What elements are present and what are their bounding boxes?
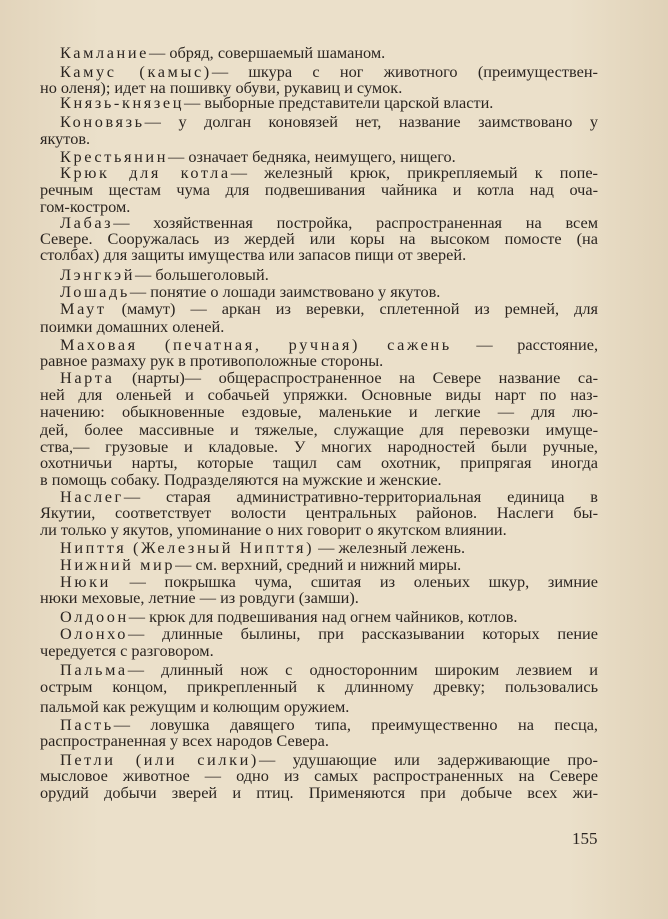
- glossary-definition-text: речным щестам чума для подвешивания чайника и котла над оча-: [40, 180, 598, 199]
- glossary-continuation-line: [40, 318, 598, 336]
- glossary-term: Крестьянин: [60, 147, 169, 166]
- glossary-continuation-line: [40, 698, 598, 716]
- glossary-definition-text: поимки домашних оленей.: [40, 317, 225, 336]
- glossary-term: Нипття (Железный Нипття): [60, 538, 315, 557]
- glossary-definition-text: ней для оленьей и собачьей упряжки. Основные виды нарт по наз-: [40, 385, 598, 404]
- glossary-definition-text: нюки меховые, летние — из ровдуги (замши).: [40, 588, 359, 607]
- glossary-entry-line: [60, 94, 598, 112]
- glossary-term: Наслег: [60, 487, 124, 506]
- glossary-term: Лошадь: [60, 282, 130, 301]
- glossary-term: Камлание: [60, 43, 149, 62]
- glossary-definition-text: — понятие о лошади заимствовано у якутов.: [129, 282, 441, 301]
- glossary-term: Нарта: [60, 368, 115, 387]
- glossary-definition-text: — у долган коновязей нет, название заимствовано у: [144, 112, 598, 131]
- glossary-term: Лабаз: [60, 213, 114, 232]
- glossary-entry-line: [60, 300, 598, 318]
- glossary-continuation-line: [40, 784, 598, 802]
- glossary-definition-text: — означает бедняка, неимущего, нищего.: [168, 147, 456, 166]
- glossary-definition-text: ства,— грузовые и кладовые. У многих народностей были ручные,: [40, 437, 598, 456]
- glossary-definition-text: — обряд, совершаемый шаманом.: [148, 43, 386, 62]
- glossary-definition-text: начению: обыкновенные ездовые, маленькие и легкие — для лю-: [40, 402, 598, 421]
- glossary-definition-text: но оленя); идет на пошивку обуви, рукавиц и сумок.: [40, 78, 403, 97]
- glossary-definition-text: — хозяйственная постройка, распространенная на всем: [113, 213, 598, 232]
- glossary-definition-text: мысловое животное — одно из самых распространенных на Севере: [40, 766, 598, 785]
- glossary-definition-text: — расстояние,: [451, 335, 599, 354]
- glossary-definition-text: пальмой как режущим и колющим оружием.: [40, 697, 350, 716]
- glossary-term: Маут: [60, 299, 107, 318]
- glossary-term: Пальма: [60, 660, 128, 679]
- glossary-definition-text: охотничьи нарты, которые тащил сам охотник, припрягая иногда: [40, 453, 598, 472]
- glossary-definition-text: равное размаху рук в противоположные стороны.: [40, 351, 384, 370]
- glossary-term: Олонхо: [60, 624, 128, 643]
- glossary-definition-text: — выборные представители царской власти.: [184, 93, 494, 112]
- glossary-continuation-line: [40, 246, 598, 264]
- glossary-definition-text: в помощь собаку. Подразделяются на мужские и женские.: [40, 470, 442, 489]
- glossary-definition-text: — старая административно-территориальная единица в: [123, 487, 598, 506]
- glossary-term: Крюк для котла: [60, 163, 231, 182]
- glossary-definition-text: чередуется с разговором.: [40, 641, 214, 660]
- glossary-term: Коновязь: [60, 112, 145, 131]
- glossary-definition-text: острым концом, прикрепленный к длинному древку; пользовались: [40, 677, 598, 696]
- glossary-entry-line: [60, 113, 598, 131]
- glossary-definition-text: — ловушка давящего типа, преимущественно на песца,: [113, 715, 598, 734]
- glossary-definition-text: — крюк для подвешивания над огнем чайников, котлов.: [128, 607, 518, 626]
- glossary-term: Олдоон: [60, 607, 129, 626]
- glossary-definition-text: — длинные былины, при рассказывании которых пение: [128, 624, 598, 643]
- glossary-term: Лэнгкэй: [60, 265, 136, 284]
- glossary-term: Нижний мир: [60, 555, 176, 574]
- glossary-continuation-line: [40, 130, 598, 148]
- glossary-definition-text: Севере. Сооружалась из жердей или коры на высоком помосте (на: [40, 229, 598, 248]
- glossary-term: Маховая (печатная, ручная) сажень: [60, 335, 452, 354]
- glossary-continuation-line: [40, 642, 598, 660]
- glossary-continuation-line: [40, 589, 598, 607]
- glossary-continuation-line: [40, 678, 598, 696]
- glossary-definition-text: — см. верхний, средний и нижний миры.: [175, 555, 462, 574]
- glossary-term: Нюки: [60, 572, 111, 591]
- glossary-definition-text: дей, более массивные и тяжелые, служащие для перевозки имуще-: [40, 420, 598, 439]
- glossary-definition-text: — большеголовый.: [135, 265, 269, 284]
- glossary-definition-text: гом-костром.: [40, 197, 131, 216]
- glossary-definition-text: — шкура с ног животного (преимуществен-: [211, 62, 598, 81]
- glossary-definition-text: столбах) для защиты имущества или запасов пищи от зверей.: [40, 245, 467, 264]
- glossary-definition-text: — удушающие или задерживающие про-: [258, 750, 598, 769]
- glossary-definition-text: — железный лежень.: [314, 538, 466, 557]
- page-number: 155: [572, 829, 598, 848]
- glossary-continuation-line: [40, 403, 598, 421]
- glossary-term: Пасть: [60, 715, 114, 734]
- glossary-definition-text: — покрышка чума, сшитая из оленьих шкур, зимние: [110, 572, 598, 591]
- glossary-definition-text: якутов.: [40, 129, 91, 148]
- glossary-term: Князь-князец: [60, 93, 185, 112]
- glossary-continuation-line: [40, 521, 598, 539]
- glossary-definition-text: распространенная у всех народов Севера.: [40, 731, 329, 750]
- glossary-definition-text: ли только у якутов, упоминание о них говорит о якутском влиянии.: [40, 520, 507, 539]
- glossary-definition-text: орудий добычи зверей и птиц. Применяются при добыче всех жи-: [40, 783, 598, 802]
- glossary-term: Петли (или силки): [60, 750, 259, 769]
- glossary-entry-line: [60, 44, 598, 62]
- glossary-definition-text: (нарты)— общераспространенное на Севере название са-: [114, 368, 598, 387]
- glossary-definition-text: — железный крюк, прикрепляемый к попе-: [230, 163, 598, 182]
- glossary-continuation-line: [40, 732, 598, 750]
- glossary-term: Камус (камыс): [60, 62, 212, 81]
- glossary-definition-text: — длинный нож с односторонним широким лезвием и: [127, 660, 598, 679]
- glossary-definition-text: (мамут) — аркан из веревки, сплетенной из ремней, для: [106, 299, 598, 318]
- glossary-definition-text: Якутии, соответствует волости центральных районов. Наслеги бы-: [40, 503, 598, 522]
